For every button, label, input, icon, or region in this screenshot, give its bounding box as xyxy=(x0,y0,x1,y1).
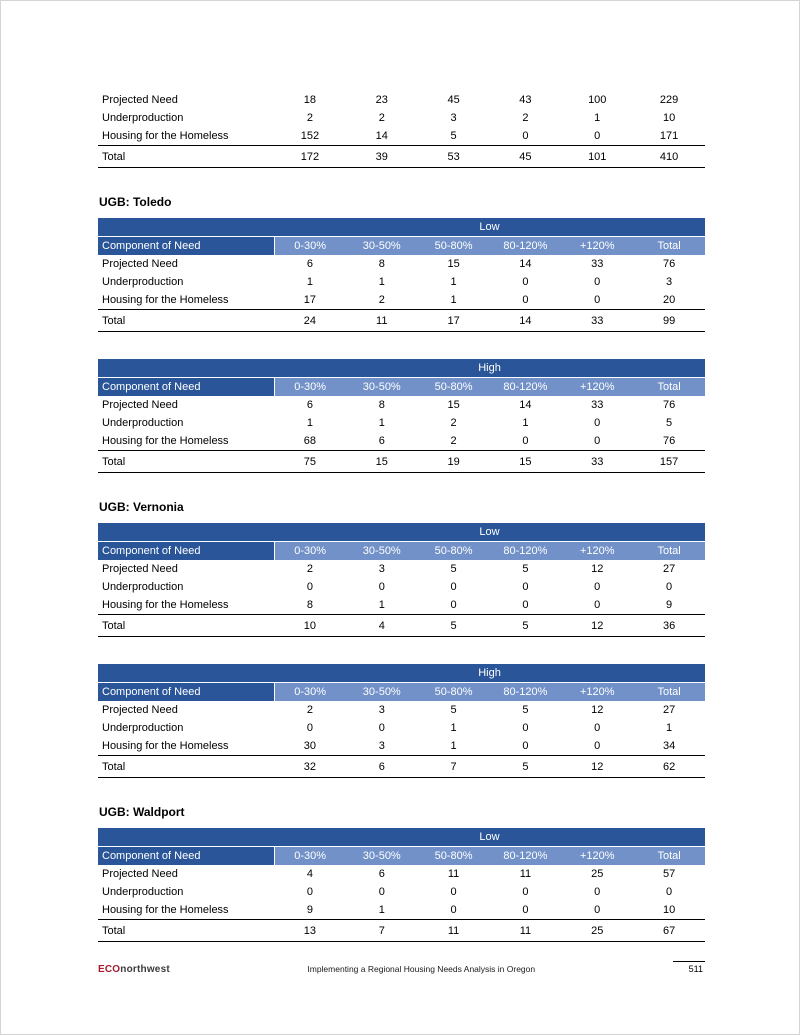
cell-value: 10 xyxy=(662,112,676,124)
cell-value: 8 xyxy=(378,258,385,270)
table-row xyxy=(98,396,705,414)
table-row xyxy=(98,578,705,596)
total-row xyxy=(98,920,705,942)
cell-value: 0 xyxy=(522,722,529,734)
cell-value: 2 xyxy=(378,112,385,124)
cell-value: 27 xyxy=(662,563,676,575)
column-header: Total xyxy=(633,542,705,561)
need-table xyxy=(98,664,705,778)
row-label: Projected Need xyxy=(102,563,178,575)
cell-value: 0 xyxy=(561,901,633,920)
cell-value: 5 xyxy=(418,127,490,146)
ugb-heading: UGB: Waldport xyxy=(99,805,185,819)
cell-value: 3 xyxy=(378,704,385,716)
total-row xyxy=(98,310,705,332)
scenario-band-row xyxy=(98,359,705,378)
table-row xyxy=(98,255,705,273)
cell-value: 25 xyxy=(561,920,633,942)
cell-value: 2 xyxy=(522,112,529,124)
cell-value: 33 xyxy=(591,258,604,270)
cell-value: 12 xyxy=(591,704,604,716)
cell-value: 30 xyxy=(274,737,346,756)
ugb-heading: UGB: Toledo xyxy=(99,195,172,209)
cell-value: 3 xyxy=(346,737,418,756)
cell-value: 0 xyxy=(378,581,385,593)
column-header: 30-50% xyxy=(346,237,418,256)
cell-value: 68 xyxy=(274,432,346,451)
column-header: 50-80% xyxy=(418,378,490,397)
cell-value: 23 xyxy=(375,94,388,106)
scenario-band-label: High xyxy=(274,359,705,378)
ugb-heading: UGB: Vernonia xyxy=(99,500,184,514)
band-corner-cell xyxy=(98,828,274,847)
cell-value: 0 xyxy=(490,291,562,310)
band-corner-cell xyxy=(98,359,274,378)
cell-value: 0 xyxy=(561,291,633,310)
cell-value: 100 xyxy=(588,94,607,106)
cell-value: 1 xyxy=(378,276,385,288)
row-label: Housing for the Homeless xyxy=(98,291,274,310)
column-header-row xyxy=(98,847,705,866)
cell-value: 2 xyxy=(306,563,313,575)
cell-value: 9 xyxy=(274,901,346,920)
cell-value: 5 xyxy=(490,756,562,778)
row-label: Projected Need xyxy=(102,399,178,411)
cell-value: 20 xyxy=(633,291,705,310)
column-header: 80-120% xyxy=(490,683,562,702)
cell-value: 1 xyxy=(418,291,490,310)
column-header: 80-120% xyxy=(490,847,562,866)
scenario-band-label: Low xyxy=(274,523,705,542)
row-label: Total xyxy=(98,146,274,168)
need-table xyxy=(98,91,705,168)
cell-value: 15 xyxy=(490,451,562,473)
cell-value: 3 xyxy=(378,563,385,575)
band-corner-cell xyxy=(98,664,274,683)
row-label: Underproduction xyxy=(102,276,184,288)
cell-value: 10 xyxy=(633,901,705,920)
cell-value: 2 xyxy=(450,417,457,429)
cell-value: 14 xyxy=(490,310,562,332)
document-body xyxy=(98,91,705,969)
cell-value: 99 xyxy=(633,310,705,332)
scenario-band-label: Low xyxy=(274,828,705,847)
band-corner-cell xyxy=(98,218,274,237)
cell-value: 0 xyxy=(418,596,490,615)
scenario-band-row xyxy=(98,523,705,542)
column-header: Total xyxy=(633,847,705,866)
cell-value: 27 xyxy=(662,704,676,716)
scenario-band-label: High xyxy=(274,664,705,683)
cell-value: 0 xyxy=(594,581,601,593)
cell-value: 14 xyxy=(519,399,532,411)
scenario-band-row xyxy=(98,828,705,847)
cell-value: 1 xyxy=(346,596,418,615)
total-row xyxy=(98,615,705,637)
column-header: +120% xyxy=(561,378,633,397)
cell-value: 9 xyxy=(633,596,705,615)
column-header: 30-50% xyxy=(346,683,418,702)
column-header: Total xyxy=(633,378,705,397)
cell-value: 0 xyxy=(490,127,562,146)
need-table xyxy=(98,523,705,637)
cell-value: 3 xyxy=(666,276,673,288)
table-row xyxy=(98,901,705,920)
cell-value: 152 xyxy=(274,127,346,146)
cell-value: 0 xyxy=(306,581,313,593)
cell-value: 15 xyxy=(346,451,418,473)
cell-value: 4 xyxy=(306,868,313,880)
cell-value: 43 xyxy=(519,94,532,106)
table-row xyxy=(98,432,705,451)
cell-value: 2 xyxy=(346,291,418,310)
column-header: 80-120% xyxy=(490,378,562,397)
need-table xyxy=(98,359,705,473)
row-label: Underproduction xyxy=(102,112,184,124)
cell-value: 5 xyxy=(450,704,457,716)
cell-value: 8 xyxy=(378,399,385,411)
cell-value: 5 xyxy=(666,417,673,429)
cell-value: 1 xyxy=(378,417,385,429)
cell-value: 6 xyxy=(306,258,313,270)
scenario-band-row xyxy=(98,664,705,683)
cell-value: 33 xyxy=(591,399,604,411)
cell-value: 11 xyxy=(447,868,460,880)
row-label: Total xyxy=(98,615,274,637)
cell-value: 14 xyxy=(519,258,532,270)
column-header: 50-80% xyxy=(418,683,490,702)
cell-value: 67 xyxy=(633,920,705,942)
cell-value: 6 xyxy=(346,432,418,451)
total-row xyxy=(98,451,705,473)
cell-value: 33 xyxy=(561,310,633,332)
cell-value: 0 xyxy=(561,596,633,615)
cell-value: 34 xyxy=(633,737,705,756)
cell-value: 0 xyxy=(418,901,490,920)
table-row xyxy=(98,865,705,883)
cell-value: 1 xyxy=(450,722,457,734)
table-row xyxy=(98,560,705,578)
row-label: Underproduction xyxy=(102,886,184,898)
column-header: 50-80% xyxy=(418,542,490,561)
column-header: 0-30% xyxy=(274,683,346,702)
table-row xyxy=(98,109,705,127)
cell-value: 11 xyxy=(519,868,532,880)
table-row xyxy=(98,273,705,291)
row-label: Housing for the Homeless xyxy=(98,432,274,451)
cell-value: 62 xyxy=(633,756,705,778)
cell-value: 45 xyxy=(490,146,562,168)
cell-value: 0 xyxy=(594,886,601,898)
cell-value: 2 xyxy=(418,432,490,451)
cell-value: 33 xyxy=(561,451,633,473)
row-label: Housing for the Homeless xyxy=(98,596,274,615)
row-label: Projected Need xyxy=(102,868,178,880)
column-header: +120% xyxy=(561,847,633,866)
cell-value: 5 xyxy=(418,615,490,637)
cell-value: 13 xyxy=(274,920,346,942)
cell-value: 0 xyxy=(594,417,601,429)
cell-value: 0 xyxy=(561,432,633,451)
column-header: 80-120% xyxy=(490,237,562,256)
page-number: 511 xyxy=(673,961,705,974)
cell-value: 76 xyxy=(662,399,676,411)
need-table xyxy=(98,828,705,942)
cell-value: 25 xyxy=(591,868,604,880)
cell-value: 17 xyxy=(274,291,346,310)
table-row xyxy=(98,414,705,432)
cell-value: 1 xyxy=(306,276,313,288)
cell-value: 0 xyxy=(306,886,313,898)
column-header-row xyxy=(98,683,705,702)
brand-northwest: northwest xyxy=(120,964,170,975)
row-label: Projected Need xyxy=(102,94,178,106)
cell-value: 24 xyxy=(274,310,346,332)
cell-value: 0 xyxy=(306,722,313,734)
table-row xyxy=(98,91,705,109)
cell-value: 0 xyxy=(490,432,562,451)
cell-value: 15 xyxy=(447,258,460,270)
cell-value: 11 xyxy=(418,920,490,942)
cell-value: 0 xyxy=(450,581,457,593)
cell-value: 11 xyxy=(346,310,418,332)
cell-value: 0 xyxy=(666,886,673,898)
cell-value: 6 xyxy=(378,868,385,880)
column-header: 30-50% xyxy=(346,542,418,561)
cell-value: 0 xyxy=(561,737,633,756)
footer-title: Implementing a Regional Housing Needs Analysis in Oregon xyxy=(307,964,536,974)
cell-value: 17 xyxy=(418,310,490,332)
table-row xyxy=(98,596,705,615)
table-row xyxy=(98,701,705,719)
column-header: 30-50% xyxy=(346,847,418,866)
cell-value: 0 xyxy=(522,276,529,288)
cell-value: 19 xyxy=(418,451,490,473)
table-row xyxy=(98,127,705,146)
cell-value: 76 xyxy=(633,432,705,451)
cell-value: 157 xyxy=(633,451,705,473)
page-footer xyxy=(98,961,705,975)
scenario-band-row xyxy=(98,218,705,237)
econorthwest-logo xyxy=(98,964,170,975)
column-header: +120% xyxy=(561,237,633,256)
cell-value: 8 xyxy=(274,596,346,615)
cell-value: 12 xyxy=(561,615,633,637)
cell-value: 1 xyxy=(418,737,490,756)
cell-value: 2 xyxy=(306,704,313,716)
row-label: Underproduction xyxy=(102,722,184,734)
table-row xyxy=(98,719,705,737)
brand-eco: ECO xyxy=(98,964,121,975)
cell-value: 12 xyxy=(591,563,604,575)
column-header: 50-80% xyxy=(418,847,490,866)
row-label: Total xyxy=(98,451,274,473)
cell-value: 6 xyxy=(346,756,418,778)
cell-value: 15 xyxy=(447,399,460,411)
cell-value: 171 xyxy=(633,127,705,146)
column-header: Component of Need xyxy=(98,683,274,702)
cell-value: 57 xyxy=(662,868,676,880)
row-label: Housing for the Homeless xyxy=(98,737,274,756)
cell-value: 39 xyxy=(346,146,418,168)
cell-value: 0 xyxy=(594,722,601,734)
cell-value: 18 xyxy=(303,94,317,106)
cell-value: 410 xyxy=(633,146,705,168)
cell-value: 0 xyxy=(378,722,385,734)
column-header: +120% xyxy=(561,542,633,561)
column-header: Total xyxy=(633,683,705,702)
row-label: Underproduction xyxy=(102,417,184,429)
column-header: 30-50% xyxy=(346,378,418,397)
row-label: Housing for the Homeless xyxy=(98,127,274,146)
cell-value: 1 xyxy=(594,112,601,124)
cell-value: 7 xyxy=(418,756,490,778)
cell-value: 75 xyxy=(274,451,346,473)
cell-value: 36 xyxy=(633,615,705,637)
column-header: Component of Need xyxy=(98,542,274,561)
cell-value: 101 xyxy=(561,146,633,168)
scenario-band-label: Low xyxy=(274,218,705,237)
column-header: 50-80% xyxy=(418,237,490,256)
band-corner-cell xyxy=(98,523,274,542)
row-label: Projected Need xyxy=(102,704,178,716)
column-header-row xyxy=(98,378,705,397)
cell-value: 3 xyxy=(450,112,457,124)
cell-value: 0 xyxy=(378,886,385,898)
column-header: 0-30% xyxy=(274,378,346,397)
cell-value: 32 xyxy=(274,756,346,778)
cell-value: 0 xyxy=(594,276,601,288)
cell-value: 2 xyxy=(306,112,313,124)
total-row xyxy=(98,756,705,778)
cell-value: 10 xyxy=(274,615,346,637)
cell-value: 0 xyxy=(561,127,633,146)
cell-value: 0 xyxy=(522,581,529,593)
total-row xyxy=(98,146,705,168)
need-table xyxy=(98,218,705,332)
column-header-row xyxy=(98,542,705,561)
cell-value: 0 xyxy=(666,581,673,593)
cell-value: 1 xyxy=(522,417,529,429)
column-header: Total xyxy=(633,237,705,256)
cell-value: 76 xyxy=(662,258,676,270)
row-label: Underproduction xyxy=(102,581,184,593)
cell-value: 45 xyxy=(447,94,460,106)
table-row xyxy=(98,737,705,756)
cell-value: 0 xyxy=(522,886,529,898)
table-row xyxy=(98,291,705,310)
column-header: 0-30% xyxy=(274,542,346,561)
column-header: 0-30% xyxy=(274,237,346,256)
cell-value: 7 xyxy=(346,920,418,942)
cell-value: 1 xyxy=(346,901,418,920)
cell-value: 5 xyxy=(522,704,529,716)
row-label: Total xyxy=(98,920,274,942)
column-header-row xyxy=(98,237,705,256)
cell-value: 5 xyxy=(522,563,529,575)
table-row xyxy=(98,883,705,901)
cell-value: 6 xyxy=(306,399,313,411)
cell-value: 0 xyxy=(490,737,562,756)
row-label: Total xyxy=(98,756,274,778)
cell-value: 53 xyxy=(418,146,490,168)
cell-value: 172 xyxy=(274,146,346,168)
column-header: 80-120% xyxy=(490,542,562,561)
cell-value: 11 xyxy=(490,920,562,942)
row-label: Housing for the Homeless xyxy=(98,901,274,920)
cell-value: 1 xyxy=(306,417,313,429)
column-header: 0-30% xyxy=(274,847,346,866)
cell-value: 14 xyxy=(346,127,418,146)
cell-value: 0 xyxy=(450,886,457,898)
cell-value: 0 xyxy=(490,901,562,920)
cell-value: 1 xyxy=(666,722,673,734)
column-header: Component of Need xyxy=(98,847,274,866)
cell-value: 5 xyxy=(450,563,457,575)
row-label: Total xyxy=(98,310,274,332)
cell-value: 229 xyxy=(659,94,679,106)
cell-value: 5 xyxy=(490,615,562,637)
cell-value: 4 xyxy=(346,615,418,637)
column-header: Component of Need xyxy=(98,237,274,256)
column-header: Component of Need xyxy=(98,378,274,397)
cell-value: 0 xyxy=(490,596,562,615)
cell-value: 12 xyxy=(561,756,633,778)
cell-value: 1 xyxy=(450,276,457,288)
column-header: +120% xyxy=(561,683,633,702)
row-label: Projected Need xyxy=(102,258,178,270)
